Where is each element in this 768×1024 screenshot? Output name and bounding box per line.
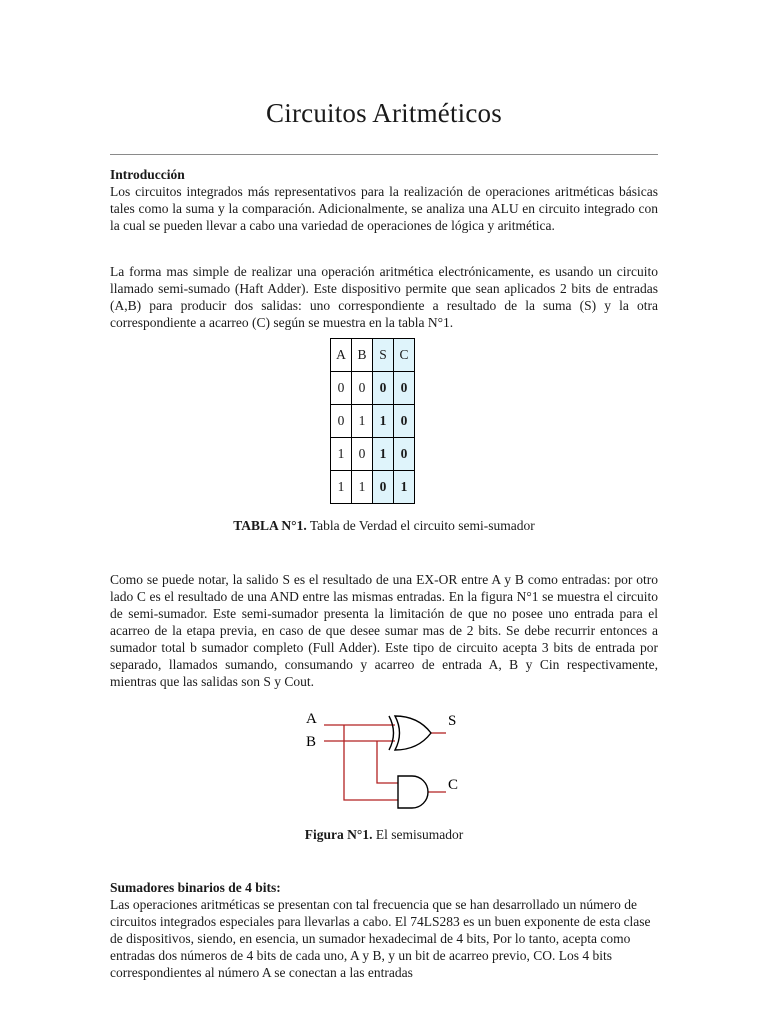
truth-table-cell: 1 xyxy=(373,405,394,438)
truth-table-header-a: A xyxy=(331,339,352,372)
adders-heading: Sumadores binarios de 4 bits: xyxy=(110,880,281,895)
truth-table xyxy=(330,338,415,504)
explanation-paragraph: Como se puede notar, la salido S es el resultado de una EX-OR entre A y B como entradas: por otro lado C es el resultado de una AND entre las mismas entradas. En la figura N°1 se muestra el circuito de semi-sumador. Este semi-sumador presenta la limitación de que no posee uno entrada para el acarreo de la etapa previa, en caso de que desee sumar mas de 2 bits. Se debe recurrir entonces a sumador total b sumador completo (Full Adder). Este tipo de circuito acepta 3 bits de entrada por separado, llamados sumando, consumando y acarreo de entrada A, B y Cin respectivamente, mientras que las salidas son S y Cout. xyxy=(110,572,658,689)
truth-table-header-b: B xyxy=(352,339,373,372)
truth-table-row xyxy=(331,438,415,471)
intro-paragraph-1: Los circuitos integrados más representativos para la realización de operaciones aritméticas básicas tales como la suma y la comparación. Adicionalmente, se analiza una ALU en circuito integrado con la cual se pueden llevar a cabo una variedad de operaciones de lógica y aritmética. xyxy=(110,184,658,233)
truth-table-row xyxy=(331,405,415,438)
input-b-label: B xyxy=(306,734,317,750)
truth-table-cell: 0 xyxy=(352,438,373,471)
truth-table-cell: 0 xyxy=(394,405,415,438)
truth-table-cell: 0 xyxy=(373,471,394,504)
truth-table-cell: 1 xyxy=(331,471,352,504)
table-caption-label: TABLA N°1. xyxy=(233,518,307,533)
truth-table-header-row xyxy=(331,339,415,372)
truth-table-cell: 1 xyxy=(352,405,373,438)
truth-table-cell: 1 xyxy=(331,438,352,471)
document-title: Circuitos Aritméticos xyxy=(266,98,502,128)
figure-caption-label: Figura N°1. xyxy=(304,827,373,842)
figure-caption xyxy=(0,827,768,843)
truth-table-row xyxy=(331,372,415,405)
input-a-label: A xyxy=(306,711,317,727)
intro-heading: Introducción xyxy=(110,167,185,182)
output-s-label: S xyxy=(448,713,457,729)
truth-table-cell: 1 xyxy=(352,471,373,504)
truth-table-cell: 0 xyxy=(331,372,352,405)
wire-b-branch xyxy=(377,741,398,783)
intro-paragraph-2: La forma mas simple de realizar una operación aritmética electrónicamente, es usando un circuito llamado semi-sumado (Haft Adder). Este dispositivo permite que sean aplicados 2 bits de entradas (A,B) para producir dos salidas: uno correspondiente a resultado de la suma (S) y la otra correspondiente a acarreo (C) según se muestra en la tabla N°1. xyxy=(110,264,658,330)
wire-a-branch xyxy=(344,725,398,800)
xor-gate xyxy=(389,716,431,750)
title-divider xyxy=(110,154,658,155)
truth-table-row xyxy=(331,471,415,504)
truth-table-cell: 1 xyxy=(394,471,415,504)
truth-table-cell: 0 xyxy=(331,405,352,438)
half-adder-circuit-diagram xyxy=(300,705,480,817)
truth-table-cell: 0 xyxy=(394,438,415,471)
table-caption xyxy=(0,518,768,534)
output-c-label: C xyxy=(448,777,459,793)
truth-table-cell: 0 xyxy=(373,372,394,405)
truth-table-cell: 1 xyxy=(373,438,394,471)
table-caption-text: Tabla de Verdad el circuito semi-sumador xyxy=(306,518,535,533)
adders-paragraph: Las operaciones aritméticas se presentan con tal frecuencia que se han desarrollado un número de circuitos integrados especiales para llevarlas a cabo. El 74LS283 es un buen exponente de esta clase de dispositivos, siendo, en esencia, un sumador hexadecimal de 4 bits, Por lo tanto, acepta como entradas dos números de 4 bits de cada uno, A y B, y un bit de acarreo previo, CO. Los 4 bits correspondientes al número A se conectan a las entradas xyxy=(110,897,651,980)
truth-table-header-s: S xyxy=(373,339,394,372)
truth-table-cell: 0 xyxy=(394,372,415,405)
truth-table-header-c: C xyxy=(394,339,415,372)
figure-caption-text: El semisumador xyxy=(372,827,464,842)
and-gate xyxy=(398,776,428,808)
truth-table-cell: 0 xyxy=(352,372,373,405)
